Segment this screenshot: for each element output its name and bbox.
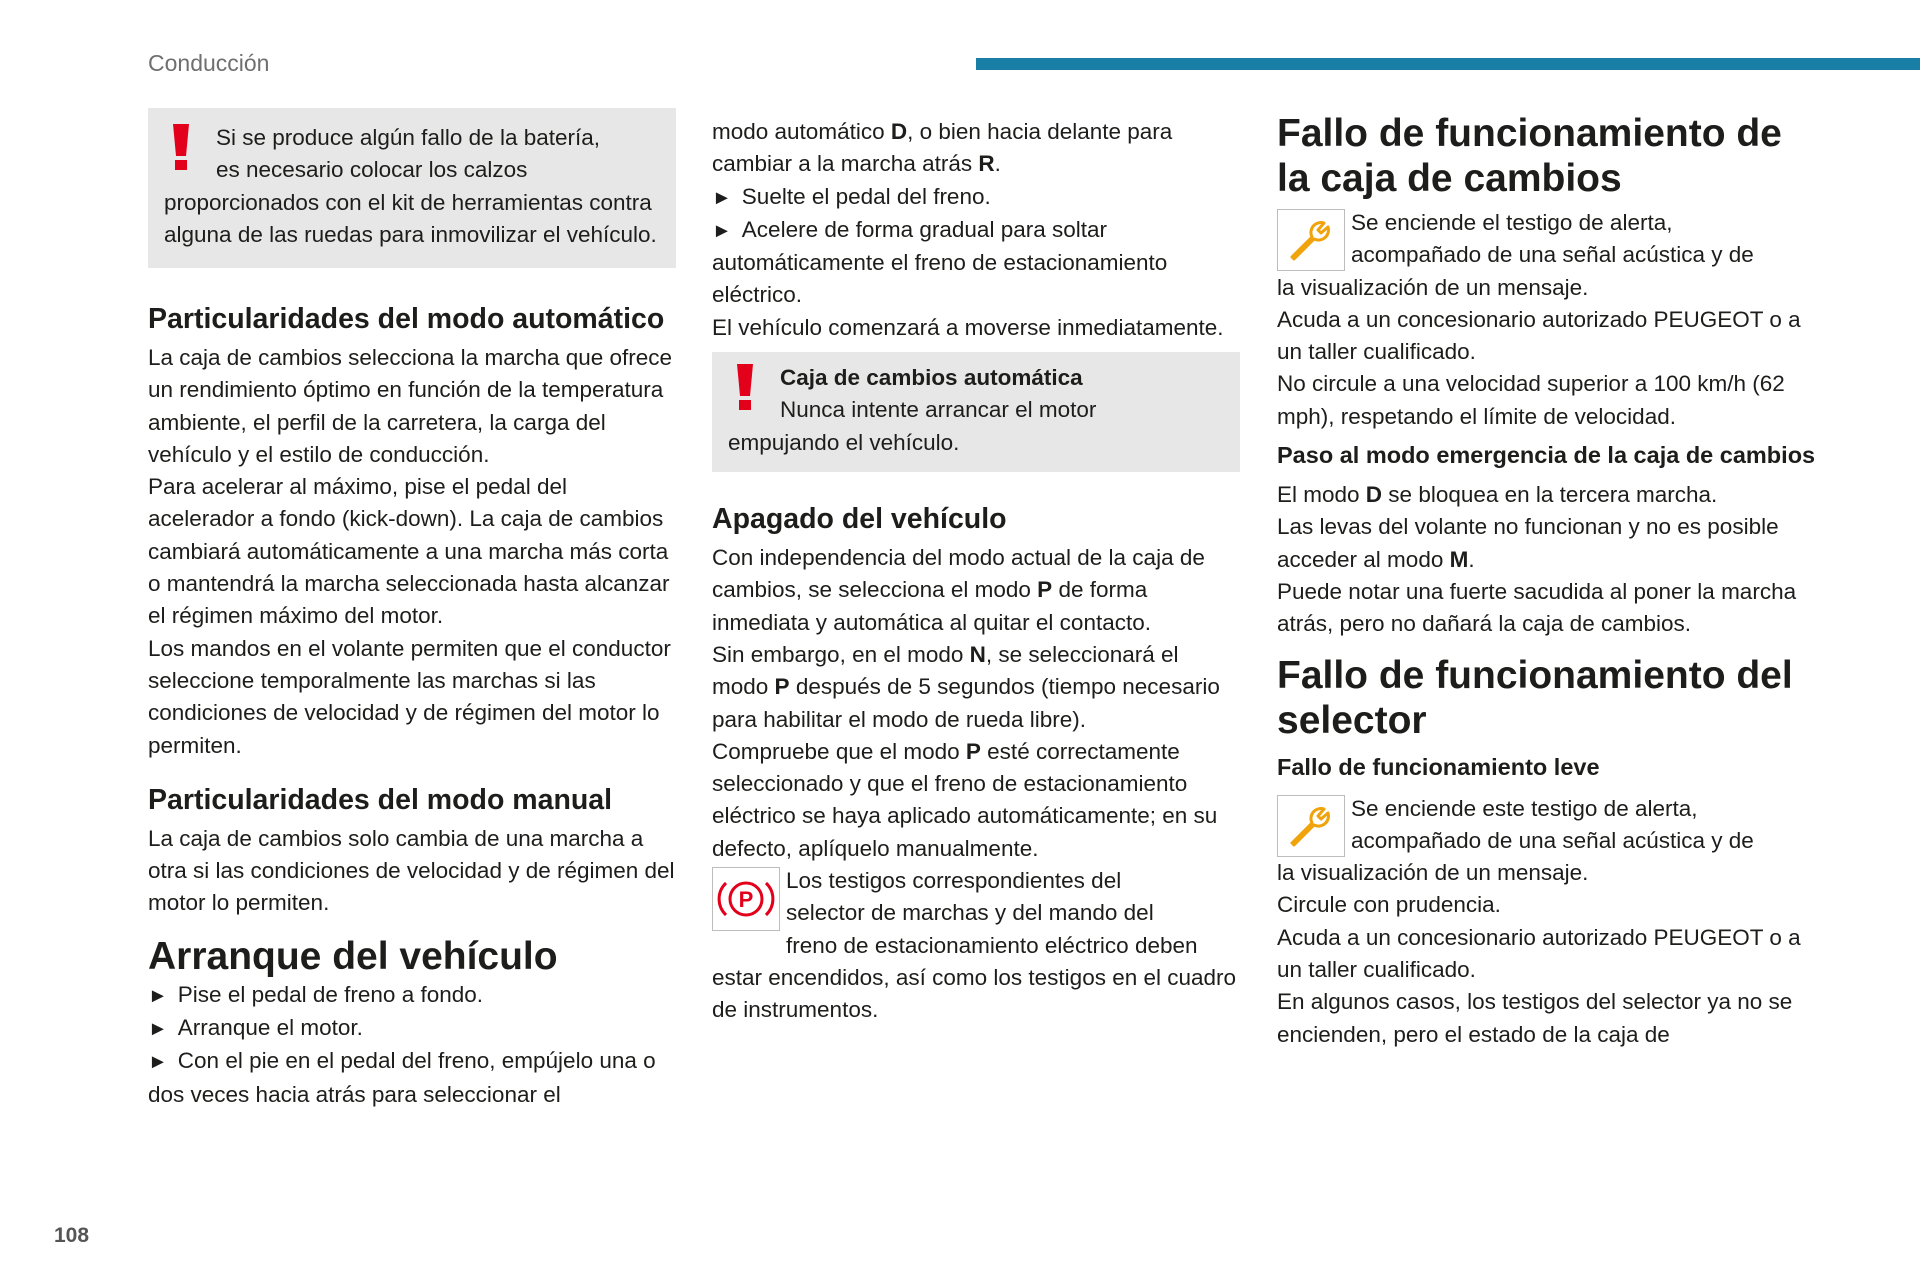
emergency-mode-heading: Paso al modo emergencia de la caja de cambios: [1277, 442, 1816, 469]
paragraph: Sin embargo, en el modo N, se seleccionará el modo P después de 5 segundos (tiempo necesario para habilitar el modo de rueda libre).: [712, 641, 1220, 732]
bullet-item: ► Acelere de forma gradual para soltar automáticamente el freno de estacionamiento eléctrico.: [712, 216, 1168, 308]
warning-line: Nunca intente arrancar el motor: [780, 397, 1097, 423]
page-number: 108: [54, 1224, 90, 1247]
paragraph: Los mandos en el volante permiten que el conductor seleccione temporalmente las marchas si las condiciones de velocidad y de régimen del motor lo permiten.: [148, 635, 671, 758]
column-2: [712, 108, 1240, 1027]
gearbox-fault-note: [1277, 207, 1822, 304]
note-line: selector de marchas y del mando del: [786, 900, 1154, 926]
paragraph: En algunos casos, los testigos del selector ya no se encienden, pero el estado de la caja de: [1277, 989, 1793, 1047]
paragraph: El vehículo comenzará a moverse inmediatamente.: [712, 314, 1224, 340]
paragraph: Acuda a un concesionario autorizado PEUGEOT o a un taller cualificado.: [1277, 924, 1801, 983]
note-line: Se enciende el testigo de alerta,: [1351, 210, 1673, 235]
gearbox-fault-heading: Fallo de funcionamiento de la caja de cambios: [1277, 112, 1782, 200]
warning-line: Si se produce algún fallo de la batería,: [216, 125, 601, 150]
warning-line: es necesario colocar los calzos: [216, 157, 528, 183]
bullet-item: ► Con el pie en el pedal del freno, empújelo una o dos veces hacia atrás para seleccionar el: [148, 1048, 656, 1107]
exclamation-icon: [728, 364, 762, 418]
selector-fault-note: [1277, 793, 1822, 890]
bullet-item: ► Pise el pedal de freno a fondo.: [148, 981, 484, 1007]
warning-text: proporcionados con el kit de herramientas contra alguna de las ruedas para inmovilizar el vehículo.: [164, 189, 657, 247]
auto-mode-heading: Particularidades del modo automático: [148, 303, 665, 335]
note-line: Los testigos correspondientes del: [786, 868, 1122, 894]
battery-warning-box: [148, 108, 676, 268]
bullet-item: ► Arranque el motor.: [148, 1015, 363, 1041]
note-line: Se enciende este testigo de alerta,: [1351, 795, 1698, 821]
svg-text:P: P: [738, 887, 754, 913]
note-text: la visualización de un mensaje.: [1277, 860, 1589, 886]
wrench-icon: [1277, 209, 1345, 271]
header-accent-bar: [976, 58, 1920, 70]
warning-text: empujando el vehículo.: [728, 429, 960, 455]
vehicle-off-heading: Apagado del vehículo: [712, 503, 1007, 536]
note-text: la visualización de un mensaje.: [1277, 274, 1589, 300]
parking-brake-icon: [712, 867, 780, 931]
arrow-bullet-icon: ►: [712, 219, 732, 242]
paragraph: El modo D se bloquea en la tercera marcha.: [1277, 482, 1718, 508]
paragraph: Puede notar una fuerte sacudida al poner la marcha atrás, pero no dañará la caja de cambios.: [1277, 578, 1797, 637]
paragraph: La caja de cambios selecciona la marcha que ofrece un rendimiento óptimo en función de la temperatura ambiente, el perfil de la carretera, la carga del vehículo y el estilo de conducción.: [148, 345, 673, 467]
paragraph: Las levas del volante no funcionan y no es posible acceder al modo M.: [1277, 514, 1779, 572]
note-text: freno de estacionamiento eléctrico deben estar encendidos, así como los testigos en el cuadro de instrumentos.: [712, 932, 1237, 1023]
minor-fault-heading: Fallo de funcionamiento leve: [1277, 753, 1600, 780]
paragraph: La caja de cambios solo cambia de una marcha a otra si las condiciones de velocidad y de régimen del motor lo permiten.: [148, 825, 675, 916]
paragraph: Con independencia del modo actual de la caja de cambios, se selecciona el modo P de forma inmediata y automática al quitar el contacto.: [712, 545, 1205, 635]
section-title: Conducción: [148, 50, 270, 76]
arrow-bullet-icon: ►: [148, 1018, 168, 1041]
column-1: [148, 108, 676, 1111]
start-vehicle-heading: Arranque del vehículo: [148, 934, 558, 978]
note-line: acompañado de una señal acústica y de: [1351, 827, 1754, 853]
arrow-bullet-icon: ►: [712, 186, 732, 209]
warning-title: Caja de cambios automática: [780, 365, 1083, 391]
arrow-bullet-icon: ►: [148, 984, 168, 1007]
paragraph: Circule con prudencia.: [1277, 892, 1501, 918]
arrow-bullet-icon: ►: [148, 1051, 168, 1074]
column-3: [1277, 108, 1822, 1051]
note-line: acompañado de una señal acústica y de: [1351, 242, 1754, 268]
paragraph: Para acelerar al máximo, pise el pedal del acelerador a fondo (kick-down). La caja de cambios cambiará automáticamente a una marcha más corta o mantendrá la marcha seleccionada hasta alcanzar el régimen máximo del motor.: [148, 474, 670, 629]
exclamation-icon: [164, 124, 198, 184]
paragraph: No circule a una velocidad superior a 100 km/h (62 mph), respetando el límite de velocidad.: [1277, 371, 1785, 429]
paragraph: Compruebe que el modo P esté correctamente seleccionado y que el freno de estacionamiento eléctrico se haya aplicado automáticamente; en su defecto, aplíquelo manualmente.: [712, 738, 1218, 861]
parking-brake-note: [712, 865, 1240, 1026]
paragraph: modo automático D, o bien hacia delante para cambiar a la marcha atrás R.: [712, 119, 1173, 177]
bullet-item: ► Suelte el pedal del freno.: [712, 183, 991, 209]
paragraph: Acuda a un concesionario autorizado PEUGEOT o a un taller cualificado.: [1277, 306, 1801, 365]
manual-mode-heading: Particularidades del modo manual: [148, 783, 613, 816]
wrench-icon: [1277, 795, 1345, 857]
selector-fault-heading: Fallo de funcionamiento del selector: [1277, 653, 1793, 742]
automatic-gearbox-warning-box: [712, 352, 1240, 472]
